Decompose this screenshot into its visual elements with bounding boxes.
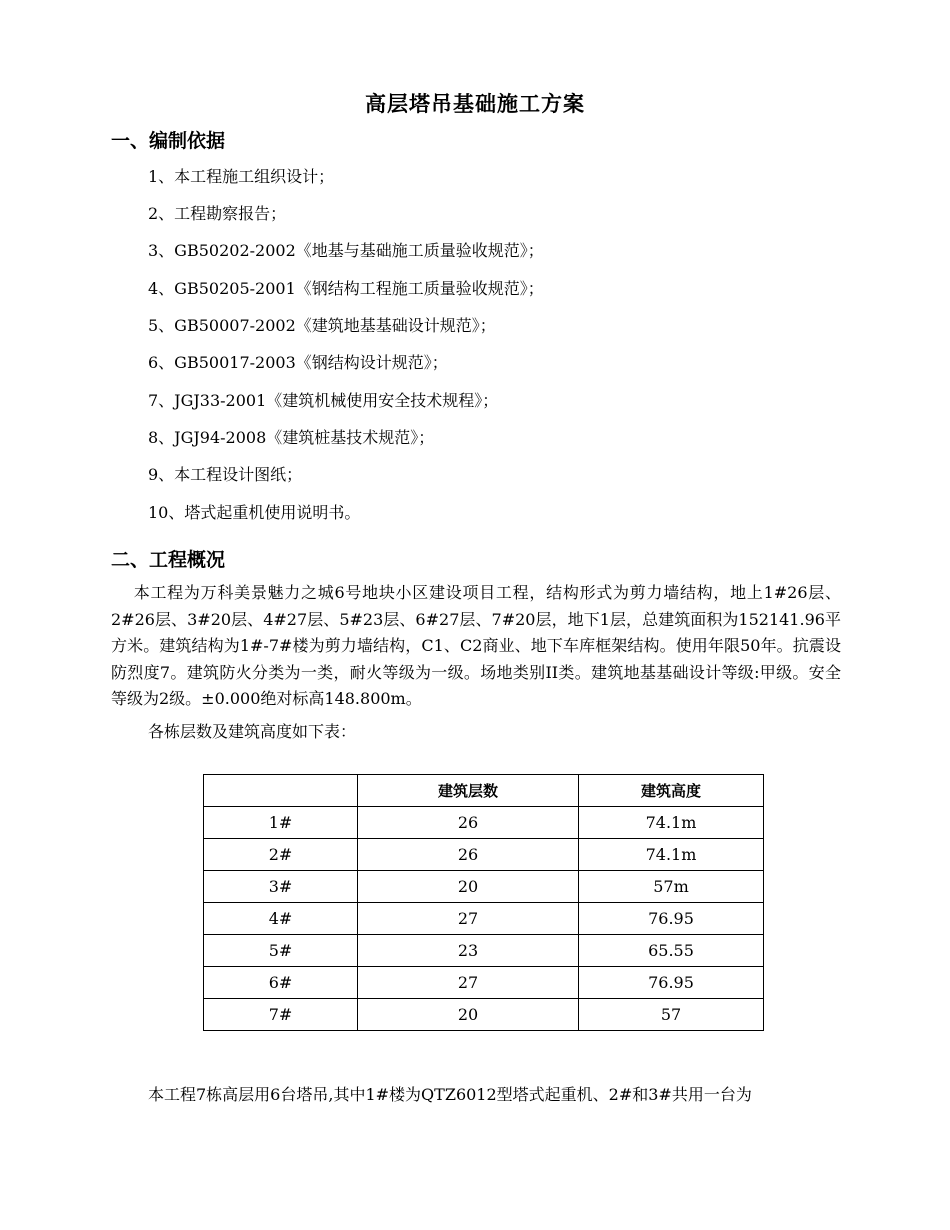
list-item: 8、JGJ94-2008《建筑桩基技术规范》；	[148, 428, 435, 447]
table-header-cell: 建筑高度	[579, 775, 764, 807]
table-header-cell	[204, 775, 358, 807]
list-item: 7、JGJ33-2001《建筑机械使用安全技术规程》；	[148, 391, 499, 410]
list-item: 2、工程勘察报告；	[148, 204, 287, 223]
list-item: 5、GB50007-2002《建筑地基基础设计规范》；	[148, 316, 496, 335]
table-cell: 57	[579, 999, 764, 1031]
table-row	[204, 967, 764, 999]
table-cell: 26	[358, 839, 579, 871]
list-item: 1、本工程施工组织设计；	[148, 167, 335, 186]
table-cell: 2#	[204, 839, 358, 871]
table-cell: 74.1m	[579, 839, 764, 871]
table-header-row	[204, 775, 764, 807]
section2-heading: 二、工程概况	[111, 549, 226, 571]
list-item: 4、GB50205-2001《钢结构工程施工质量验收规范》；	[148, 279, 544, 298]
table-cell: 76.95	[579, 903, 764, 935]
table-cell: 23	[358, 935, 579, 967]
table-cell: 4#	[204, 903, 358, 935]
table-cell: 57m	[579, 871, 764, 903]
section1-heading: 一、编制依据	[111, 130, 226, 152]
table-row	[204, 839, 764, 871]
table-cell: 7#	[204, 999, 358, 1031]
table-row	[204, 871, 764, 903]
table-cell: 20	[358, 999, 579, 1031]
project-overview-paragraph	[111, 580, 841, 713]
table-row	[204, 903, 764, 935]
table-cell: 6#	[204, 967, 358, 999]
table-cell: 27	[358, 903, 579, 935]
list-item: 3、GB50202-2002《地基与基础施工质量验收规范》；	[148, 241, 544, 260]
table-intro: 各栋层数及建筑高度如下表：	[148, 722, 357, 741]
table-cell: 76.95	[579, 967, 764, 999]
overview-text: 本工程为万科美景魅力之城6号地块小区建设项目工程，结构形式为剪力墙结构，地上1#26层、2#26层、3#20层、4#27层、5#23层、6#27层、7#20层，地下1层，总建筑面积为152141.96平方米。建筑结构为1#-7#楼为剪力墙结构，C1、C2商业、地下车库框架结构。使用年限50年。抗震设防烈度7。建筑防火分类为一类，耐火等级为一级。场地类别II类。建筑地基基础设计等级:甲级。安全等级为2级。±0.000绝对标高148.800m。	[111, 583, 841, 708]
table-cell: 5#	[204, 935, 358, 967]
table-cell: 74.1m	[579, 807, 764, 839]
table-cell: 1#	[204, 807, 358, 839]
document-title: 高层塔吊基础施工方案	[365, 91, 585, 116]
table-row	[204, 807, 764, 839]
closing-paragraph: 本工程7栋高层用6台塔吊,其中1#楼为QTZ6012型塔式起重机、2#和3#共用一台为	[148, 1085, 752, 1104]
table-cell: 27	[358, 967, 579, 999]
building-height-table	[203, 774, 764, 1031]
table-header-cell: 建筑层数	[358, 775, 579, 807]
table-cell: 65.55	[579, 935, 764, 967]
table-cell: 3#	[204, 871, 358, 903]
list-item: 9、本工程设计图纸；	[148, 465, 303, 484]
list-item: 10、塔式起重机使用说明书。	[148, 503, 361, 522]
table-row	[204, 935, 764, 967]
table-row	[204, 999, 764, 1031]
table-cell: 26	[358, 807, 579, 839]
list-item: 6、GB50017-2003《钢结构设计规范》；	[148, 353, 448, 372]
table-cell: 20	[358, 871, 579, 903]
